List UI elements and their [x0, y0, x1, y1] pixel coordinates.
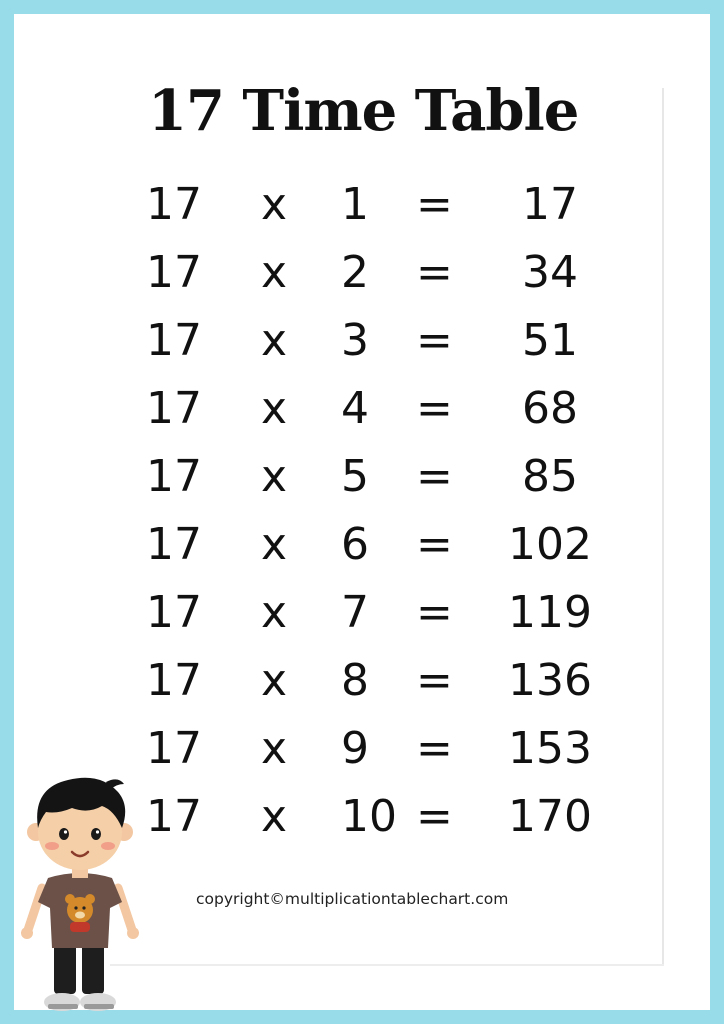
- multiplier: 9: [341, 723, 369, 774]
- equals-sign: =: [416, 247, 453, 298]
- table-row: [0, 180, 724, 230]
- times-sign: x: [261, 587, 288, 638]
- base-number: 17: [146, 791, 202, 842]
- equals-sign: =: [416, 451, 453, 502]
- base-number: 17: [146, 587, 202, 638]
- result: 153: [508, 723, 592, 774]
- table-row: [0, 520, 724, 570]
- multiplier: 3: [341, 315, 369, 366]
- result: 17: [522, 179, 578, 230]
- multiplier: 2: [341, 247, 369, 298]
- cartoon-boy-icon: [18, 770, 142, 1020]
- result: 136: [508, 655, 592, 706]
- multiplier: 4: [341, 383, 369, 434]
- times-sign: x: [261, 247, 288, 298]
- base-number: 17: [146, 247, 202, 298]
- base-number: 17: [146, 655, 202, 706]
- result: 119: [508, 587, 592, 638]
- times-sign: x: [261, 315, 288, 366]
- multiplier: 10: [341, 791, 397, 842]
- equals-sign: =: [416, 587, 453, 638]
- result: 170: [508, 791, 592, 842]
- table-row: [0, 452, 724, 502]
- equals-sign: =: [416, 315, 453, 366]
- table-row: [0, 248, 724, 298]
- equals-sign: =: [416, 179, 453, 230]
- result: 51: [522, 315, 578, 366]
- equals-sign: =: [416, 383, 453, 434]
- times-sign: x: [261, 519, 288, 570]
- multiplier: 6: [341, 519, 369, 570]
- times-sign: x: [261, 383, 288, 434]
- multiplier: 1: [341, 179, 369, 230]
- copyright-text: copyright©multiplicationtablechart.com: [196, 890, 509, 908]
- base-number: 17: [146, 315, 202, 366]
- bottom-border-line: [110, 964, 664, 966]
- equals-sign: =: [416, 723, 453, 774]
- table-row: [0, 316, 724, 366]
- multiplier: 7: [341, 587, 369, 638]
- result: 85: [522, 451, 578, 502]
- result: 68: [522, 383, 578, 434]
- times-sign: x: [261, 723, 288, 774]
- base-number: 17: [146, 723, 202, 774]
- table-row: [0, 588, 724, 638]
- base-number: 17: [146, 451, 202, 502]
- equals-sign: =: [416, 791, 453, 842]
- base-number: 17: [146, 383, 202, 434]
- times-sign: x: [261, 451, 288, 502]
- table-row: [0, 656, 724, 706]
- table-row: [0, 724, 724, 774]
- equals-sign: =: [416, 519, 453, 570]
- times-sign: x: [261, 791, 288, 842]
- times-sign: x: [261, 179, 288, 230]
- result: 34: [522, 247, 578, 298]
- base-number: 17: [146, 519, 202, 570]
- table-row: [0, 384, 724, 434]
- equals-sign: =: [416, 655, 453, 706]
- page-title: 17 Time Table: [148, 78, 579, 144]
- result: 102: [508, 519, 592, 570]
- times-sign: x: [261, 655, 288, 706]
- multiplier: 5: [341, 451, 369, 502]
- base-number: 17: [146, 179, 202, 230]
- multiplier: 8: [341, 655, 369, 706]
